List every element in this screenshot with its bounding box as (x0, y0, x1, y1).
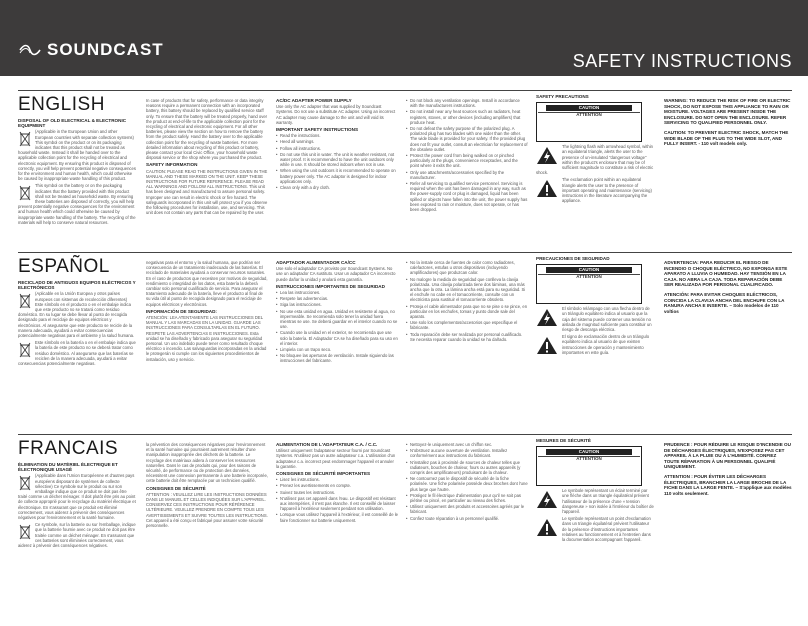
important-list (276, 290, 398, 364)
important-list (276, 477, 398, 523)
safety-item: • Use solo los complementos/accesorios que especifique el fabricante. (406, 320, 528, 330)
important-item: • Siga las instrucciones. (276, 302, 398, 307)
lightning-text: Le symbole représentant un éclair terminé par une flèche dans un triangle équilatéral prévient l'utilisateur de la présence d'une « tension dangereuse » non isolée à l'intérieur du boîtier de l'appareil. (562, 488, 654, 515)
safety-item: • N'obstruez aucune ouverture de ventilation. Installez conformément aux instructions du fabricant. (406, 448, 528, 458)
safety-item: • Nettoyez-le uniquement avec un chiffon sec. (406, 442, 528, 447)
important-item: • Lea las instrucciones. (276, 290, 398, 295)
adapter-text: Utilisez uniquement l'adaptateur secteur fourni par Soundcast Systems. N'utilisez pas un autre adaptateur c.a. L'utilisation d'un adaptateur c.a. incorrect peut endommager l'appareil et annuler la garantie. (276, 448, 396, 469)
important-heading: INSTRUCCIONES IMPORTANTES DE SEGURIDAD (276, 283, 385, 289)
section-rule (18, 434, 792, 435)
language-heading: FRANCAIS (18, 438, 119, 459)
caution-label-box (536, 102, 642, 142)
battery-text: Ce symbole, sur la batterie ou sur l'emballage, indique que la batterie fournie avec ce produit ne doit pas être traitée comme un déchet ménager. En s'assurant que ces batteries sont éliminées correctement, vous aiderez à prévenir des conséquences négatives. (18, 522, 136, 549)
language-heading: ENGLISH (18, 94, 105, 115)
safety-item: • Proteja el cable alimentador para que no se pise o se pince, en particular en los enchufes, tomas y punto donde sale del aparato. (406, 304, 528, 320)
warning-column (664, 260, 792, 424)
precautions-heading: SAFETY PRECAUTIONS (536, 94, 589, 99)
section-0 (0, 90, 808, 248)
important-list (276, 133, 398, 190)
crossed-bin-icon (18, 474, 32, 491)
important-item: • Read the instructions. (276, 133, 398, 138)
adapter-heading: ALIMENTATION DE L'ADAPTATEUR C.A. / C.C. (276, 442, 378, 447)
safety-item: • No malogre la medida de seguridad que conlleva la clavija polarizada. Una clavija polarizada tiene dos láminas, una más ancha que la otra. La lámina ancha está para su seguridad. Si el enchufe no cabe en el tomacorriente, consulte con un electricista para sustituir el tomacorriente obsoleto. (406, 277, 528, 303)
important-item: • Do not use this unit in water. The unit is weather resistant, not water proof. It is recommended to have the unit outdoors only while in use. It should be stored indoors when not in use. (276, 152, 398, 168)
warning-column (664, 442, 792, 620)
precautions-heading: PRECAUCIONES DE SEGURIDAD (536, 256, 610, 261)
disposal-heading: DISPOSAL OF OLD ELECTRICAL & ELECTRONIC EQUIPMENT (18, 118, 127, 129)
caution-text: ATENCIÓN: PARA EVITAR CHOQUES ELÉCTRICOS, COINCIDA LA CLAVIJA ANCHA DEL ENCHUFE CON LA RANURA ANCHA E INSERTE. – Solo modelos de 110 voltios (664, 291, 785, 314)
language-heading: ESPAÑOL (18, 256, 110, 277)
disposal-heading: RECICLADO DE ANTIGUOS EQUIPOS ELÉCTRICOS Y ELECTRÓNICOS (18, 280, 136, 291)
instructions-list (406, 98, 528, 212)
recycling-text: la prévention des conséquences négatives pour l'environnement et la santé humaine qui pourraient autrement résulter d'une manipulation inappropriée des déchets de la batterie. Le recyclage des matériaux aidera à conserver les ressources naturelles. Dans le cas de produits qui, pour des raisons de sécurité, de performance ou de protection des données, nécessitent une connexion permanente à une batterie incorporée, cette batterie doit être remplacée par un technicien qualifié. (146, 442, 268, 484)
important-item: • No use esta unidad en agua. Unidad es resistente al agua, no impermeable. Se recomienda solo tener la unidad fuera mientras se use. Se deberá guardar en el interior cuando no se use. (276, 309, 398, 330)
safety-item: • Only use attachments/accessories specified by the manufacturer. (406, 170, 528, 180)
battery-bin-icon (18, 184, 32, 201)
battery-text: This symbol on the battery or on the packaging indicates that the battery provided with this product shall not be treated as household waste. By ensuring these batteries are disposed of correctly, you will help prevent potentially negative consequences for the environment and human health which could otherwise be caused by inappropriate waste handling of the battery. The recycling of the materials will help to conserve natural resources. (18, 183, 136, 225)
disposal-heading: ÉLIMINATION DU MATÉRIEL ÉLECTRIQUE ET ÉLECTRONIQUE USAGÉ (18, 462, 118, 473)
disposal-column (18, 462, 136, 620)
safety-item: • Confiez toute réparation à un personnel qualifié. (406, 516, 528, 521)
safety-text: ATTENTION : VEUILLEZ LIRE LES INSTRUCTIONS DONNÉES DANS LE MANUEL ET CELLES INDIQUÉES SUR L'APPAREIL. CONSERVEZ CES INSTRUCTIONS POUR RÉFÉRENCE ULTÉRIEURE. VEUILLEZ PRENDRE EN COMPTE TOUS LES AVERTISSEMENTS ET SUIVRE TOUTES LES INSTRUCTIONS. Cet appareil a été conçu et fabriqué pour assurer votre sécurité personnelle. (146, 491, 268, 529)
disposal-column (18, 118, 136, 248)
safety-text: CAUTION: PLEASE READ THE INSTRUCTIONS GIVEN IN THE MANUAL AND THESE MARKED ON THE UNIT. KEEP THESE INSTRUCTIONS FOR FUTURE REFERENCE. PLEASE READ ALL WARNINGS AND FOLLOW ALL INSTRUCTIONS. This unit has been designed and manufactured to assure personal safety. Improper use can result in electric shock or fire hazard. The safeguards incorporated in this unit will protect you if you observe the following procedures for installation, use, and servicing. This unit does not contain any parts that can be repaired by the user. (146, 168, 268, 216)
section-rule (18, 90, 792, 91)
important-heading: IMPORTANT SAFETY INSTRUCTIONS (276, 127, 359, 133)
warning-column (664, 98, 792, 248)
precautions-column (536, 256, 654, 424)
adapter-column (276, 260, 398, 424)
caution-label: CAUTION (546, 449, 632, 455)
instructions-column (406, 98, 528, 248)
battery-bin-icon (18, 341, 32, 358)
disposal-text: (Aplicable en la Unión Europea y otros países europeos con sistemas de recolección diferentes) Este símbolo en el producto o en el embalaje indica que este producto no se tratará como residuo doméstico. En su lugar se debe llevar al punto de recogida designado para el reciclaje de equipos eléctricos y electrónicos. Al asegurarse que este producto se recicle de la manera adecuada, ayudará a evitar consecuencias potencialmente negativas para el ambiente y la salud humana. (18, 291, 135, 339)
adapter-heading: AC/DC ADAPTER POWER SUPPLY (276, 98, 352, 103)
important-item: • No bloquee las aperturas de ventilación. Instale siguiendo las instrucciones del fabricante. (276, 353, 398, 363)
attention-label: ATTENTION (538, 456, 640, 461)
exclamation-text: The exclamation point within an equilateral triangle alerts the user to the presence of important operating and maintenance (servicing) instructions in the literature accompanying the appliance. (562, 177, 652, 204)
safety-item: • Do not block any ventilation openings. Install in accordance with the manufacturers instructions. (406, 98, 528, 108)
caution-label-box (536, 264, 642, 304)
instructions-column (406, 442, 528, 620)
recycling-text: negativas para el entorno y la salud humana, que podrían ser consecuencia de un tratamiento inadecuado de las baterías. El reciclado de materiales ayudará a conservar recursos naturales. En el caso de productos que necesiten por motivos de seguridad, rendimiento o integridad de los datos, esta batería la deberá cambiar solo personal cualificado de servicio. Para asegurar el tratamiento adecuado de la batería, lleve el producto al final de su vida útil al punto de recogida designado para el reciclaje de equipos eléctricos y electrónicos. (146, 260, 268, 307)
warning-text: ADVERTENCIA: PARA REDUCIR EL RIESGO DE INCENDIO O CHOQUE ELÉCTRICO, NO EXPONGA ESTE APARATO A LLUVIA O HUMEDAD. HAY TENSIÓN EN LA CAJA. NO ABRA LA CAJA. TODA REPARACIÓN DEBE SER REALIZADA POR PERSONAL CUALIFICADO. (664, 260, 788, 288)
important-heading: CONSIGNES DE SÉCURITÉ IMPORTANTES (276, 471, 371, 477)
caution-text: CAUTION: TO PREVENT ELECTRIC SHOCK, MATCH THE WIDE BLADE OF THE PLUG TO THE WIDE SLOT, AND FULLY INSERT. - 110 volt models only. (664, 129, 789, 147)
important-item: • Follow all instructions. (276, 146, 398, 151)
caution-label: CAUTION (546, 267, 632, 273)
caution-text: ATTENTION : POUR ÉVITER LES DÉCHARGES ÉLECTRIQUES, BRANCHER LA LARGE BROCHE DE LA FICHE DANS LA LARGE FENTE. – S'applique aux modèles 110 volts seulement. (664, 473, 792, 496)
soundcast-wave-icon (18, 44, 42, 56)
battery-bin-icon (18, 523, 32, 540)
safety-item: • Protect the power cord from being walked on or pinched particularly at the plugs, convenience receptacles, and the point where it exits the unit. (406, 153, 528, 169)
battery-text: Este símbolo en la batería o en el embalaje indica que la batería de este producto no se deberá tratar como residuo doméstico. Al asegurarse que las baterías se reciclen de la manera adecuada, ayudará a evitar consecuencias potencialmente negativas. (18, 340, 136, 367)
brand-name: SOUNDCAST (47, 40, 164, 59)
important-item: • Cuando use la unidad en el exterior, se recomienda que use solo la batería. El Adaptador CA se ha diseñado para su uso en el interior. (276, 330, 398, 346)
warning-text: PRUDENCE : POUR RÉDUIRE LE RISQUE D'INCENDIE OU DE DÉCHARGES ÉLECTRIQUES, N'EXPOSEZ PAS CET APPAREIL À LA PLUIE OU À L'HUMIDITÉ. CONFIEZ TOUTE RÉPARATION À UN PERSONNEL QUALIFIÉ UNIQUEMENT. (664, 442, 791, 470)
precautions-column (536, 94, 654, 248)
safety-heading: INFORMACIÓN DE SEGURIDAD: (146, 308, 217, 314)
important-item: • Prenez les avertissements en compte. (276, 483, 398, 488)
page-title: SAFETY INSTRUCTIONS (572, 51, 792, 71)
important-item: • Clean only with a dry cloth. (276, 185, 398, 190)
important-item: • Respete las advertencias. (276, 296, 398, 301)
recycling-column (146, 98, 268, 248)
exclamation-text: Le symbole représentant un point d'exclamation dans un triangle équilatéral prévient l'utilisateur de la présence d'instructions importantes relatives au fonctionnement et à l'entretien dans la documentation accompagnant l'appareil. (562, 516, 651, 543)
safety-item: • Do not defeat the safety purpose of the polarized plug. A polarized plug has two blades with one wider than the other. The wide blade is provided for your safety. If the provided plug does not fit your outlet, consult an electrician for replacement of the obsolete outlet. (406, 126, 528, 152)
safety-text: ATENCIÓN: LEA ATENTAMENTE LAS INSTRUCCIONES DEL MANUAL Y LAS MARCADAS EN LA UNIDAD. GUARDE LAS INSTRUCCIONES PARA CONSULTARLAS EN EL FUTURO. RESPETE LAS ADVERTENCIAS E INSTRUCCIONES. Esta unidad se ha diseñado y fabricado para asegurar su seguridad personal. Un uso indebido puede tener como resultado choque eléctrico o incendio. Las salvaguardas incorporadas en la unidad le protegerán si cumple con los siguientes procedimientos de instalación, uso y servicio. (146, 315, 267, 362)
lightning-warning-icon (536, 490, 558, 509)
disposal-column (18, 280, 136, 424)
adapter-column (276, 442, 398, 620)
instructions-column (406, 260, 528, 424)
header-bar (0, 0, 808, 76)
important-item: • Limpiela con un trapo seco. (276, 347, 398, 352)
important-item: • N'utilisez pas cet appareil dans l'eau. Le dispositif est résistant aux intempéries, il n'est pas étanche. Il est conseillé de laisser l'appareil à l'extérieur seulement pendant son utilisation. (276, 496, 398, 512)
safety-item: • N'installez pas à proximité de sources de chaleur telles que radiateurs, bouches de chaleur, fours ou autres appareils (y compris des amplificateurs) produisant de la chaleur. (406, 460, 528, 476)
safety-item: • No la instale cerca de fuentes de calor como radiadores, calefactores, estufas u otros dispositivos (incluyendo amplificadores) que produzcan calor. (406, 260, 528, 276)
warning-text: WARNING: TO REDUCE THE RISK OF FIRE OR ELECTRIC SHOCK, DO NOT EXPOSE THIS APPLIANCE TO RAIN OR MOISTURE. VOLTAGES ARE PRESENT INSIDE THE ENCLOSURE. DO NOT OPEN THE ENCLOSURE. REFER SERVICING TO QUALIFIED PERSONNEL ONLY. (664, 98, 791, 126)
brand-logo (18, 40, 164, 60)
recycling-text: In case of products that for safety, performance or data integrity reasons require a permanent connection with an incorporated battery, this battery should be replaced by qualified service staff only. To ensure that the battery will be treated properly, hand over the product at end-of-life to the applicable collection point for the recycling of electrical and electronic equipment. For all other batteries, please view the section on how to remove the battery from the product safely. Hand the battery over to the applicable collection point for the recycling of waste batteries. For more detailed information about recycling of this product or battery, please contact your local Civic Office, your household waste disposal service or the shop where you purchased the product. (146, 98, 268, 161)
lightning-text: El símbolo relámpago con una flecha dentro de un triángulo equilátero indica al usuario que la caja del sistema puede contener una tensión no aislada de magnitud suficiente para constituir un riesgo de descarga eléctrica. (562, 306, 652, 333)
safety-item: • Refer all servicing to qualified service personnel. Servicing is required when the unit has been damaged in any way, such as the power-supply cord or plug is damaged, liquid has been spilled or objects have fallen into the unit, the power supply has been exposed to rain or moisture, does not operate, or has been dropped. (406, 181, 528, 212)
instructions-list (406, 260, 528, 342)
safety-heading: SAFETY INFORMATION (146, 162, 198, 168)
important-item: • When using the unit outdoors it is recommended to operate on battery power only. The AC adaptor is designed for indoor applications only. (276, 168, 398, 184)
lightning-warning-icon (536, 146, 558, 165)
section-rule (18, 252, 792, 253)
safety-item: • Ne contournez pas le dispositif de sécurité de la fiche polarisée. Une fiche polarisée possède deux broches dont l'une plus large que l'autre. (406, 476, 528, 492)
adapter-text: Use solo el adaptador CA provisto por Soundcast Systems. No use un adaptador CA sustituto. Usar un adaptador CA incorrecto puede dañar la unidad y anulará esta garantía. (276, 266, 396, 282)
adapter-column (276, 98, 398, 248)
recycling-column (146, 442, 268, 620)
important-item: • Lorsque vous utilisez l'appareil à l'extérieur, il est conseillé de le faire fonctionner sur batterie uniquement. (276, 512, 398, 522)
instructions-list (406, 442, 528, 521)
safety-item: • Protégez le fil électrique d'alimentation pour qu'il ne soit pas piétiné ou pincé, en particulier au niveau des fiches. (406, 493, 528, 503)
exclamation-warning-icon (536, 179, 558, 198)
lightning-warning-icon (536, 308, 558, 327)
precautions-column (536, 438, 654, 620)
attention-label: ATTENTION (538, 112, 640, 117)
safety-item: • Do not install near any heat sources such as radiators, heat registers, stoves, or other devices (including amplifiers) that produce heat. (406, 109, 528, 125)
exclamation-warning-icon (536, 336, 558, 355)
adapter-text: Use only the AC adapter that was supplied by Soundcast Systems. Do not use a substitute AC adapter. Using an incorrect AC adapter may cause damage to the unit and will void its warranty. (276, 104, 396, 125)
important-item: • Heed all warnings. (276, 139, 398, 144)
precautions-heading: MESURES DE SÉCURITÉ (536, 438, 591, 443)
attention-label: ATTENTION (538, 274, 640, 279)
disposal-text: (Applicable dans l'Union Européenne et d'autres pays européens disposant de systèmes de collecte sélective) Ce symbole sur le produit ou sur son emballage indique que ce produit ne doit pas être traité comme un déchet ménager. Il doit plutôt être pris au point de collecte approprié pour le recyclage du matériel électrique et électronique. En s'assurant que ce produit est éliminé correctement, vous aiderez à prévenir des conséquences négatives pour l'environnement et la santé humaine. (18, 473, 136, 521)
crossed-bin-icon (18, 130, 32, 147)
section-2 (0, 434, 808, 620)
adapter-heading: ADAPTADOR ALIMENTADOR CA/CC (276, 260, 356, 265)
important-item: • Lisez les instructions. (276, 477, 398, 482)
disposal-text: (Applicable in the European Union and other European countries with separate collection systems) This symbol on the product or on its packaging indicates that this product shall not be treated as household waste. Instead it shall be handed over to the applicable collection point for the recycling of electrical and electronic equipment. By ensuring this product is disposed of correctly, you will help prevent potential negative consequences for the environment and human health, which could otherwise be caused by inappropriate waste handling of this product. (18, 129, 136, 182)
safety-item: • Toda reparación debe ser realizada por personal cualificado. Se necesita reparar cuando la unidad se ha dañado. (406, 332, 528, 342)
section-1 (0, 252, 808, 424)
important-item: • Suivez toutes les instructions. (276, 490, 398, 495)
crossed-bin-icon (18, 292, 32, 309)
caution-label-box (536, 446, 642, 486)
safety-item: • Utilisez uniquement des produits et accessoires agréés par le fabricant. (406, 504, 528, 514)
safety-heading: CONSIGNES DE SÉCURITÉ (146, 485, 206, 491)
caution-label: CAUTION (546, 105, 632, 111)
recycling-column (146, 260, 268, 424)
exclamation-warning-icon (536, 518, 558, 537)
lightning-text: The lightning flash with arrowhead symbol, within an equilateral triangle, alerts the user to the presence of un-insulated "dangerous voltage" within the product's enclosure that may be of sufficient magnitude to constitute a risk of electric shock. (536, 144, 654, 176)
exclamation-text: El signo de exclamación dentro de un triángulo equilátero indica al usuario de que existen instrucciones de operación y mantenimiento importantes en este guía. (562, 334, 650, 355)
